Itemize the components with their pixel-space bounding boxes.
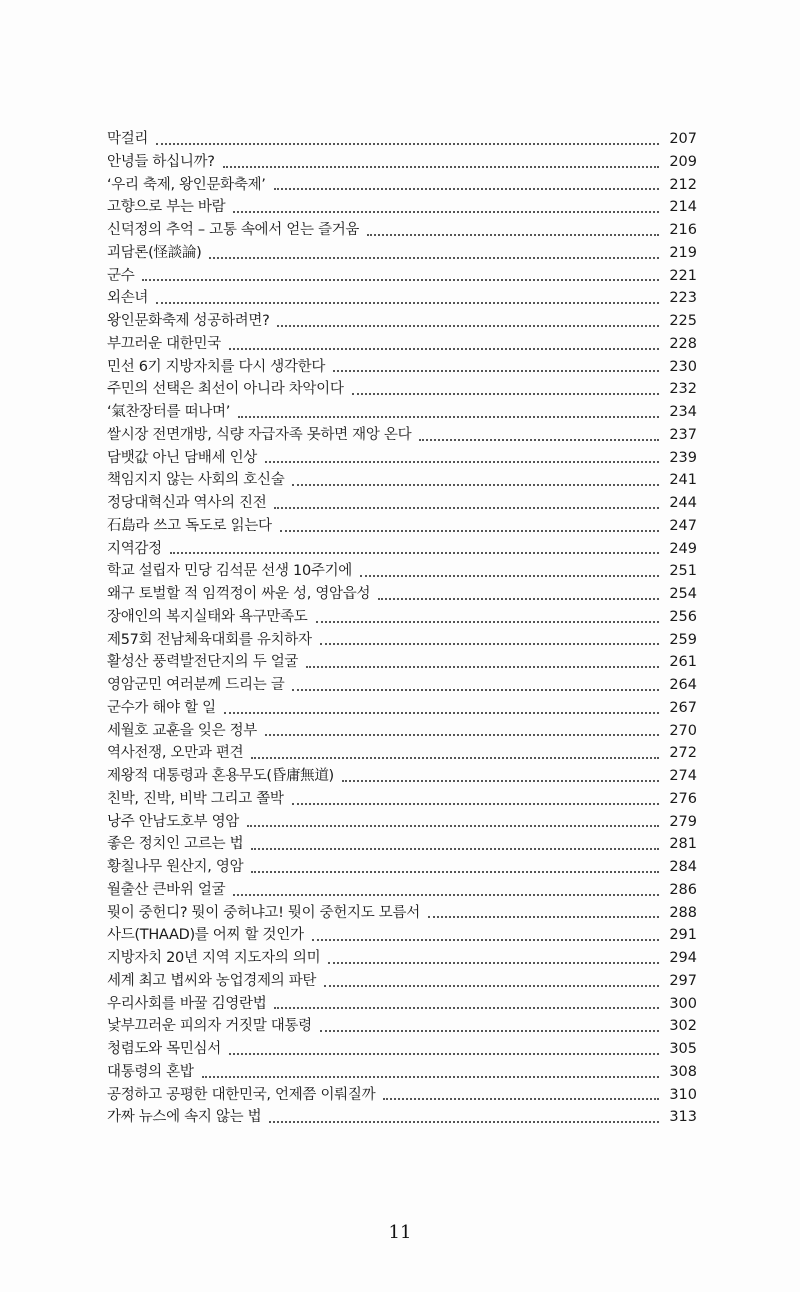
toc-entry [107,924,697,947]
toc-entry [107,742,697,765]
toc-entry [107,1106,697,1129]
toc-entry-page: 272 [669,745,697,762]
toc-entry-title: 정당대혁신과 역사의 진전 [107,495,267,511]
toc-entry [107,1015,697,1038]
toc-entry-page: 225 [669,313,697,329]
toc-entry-page: 297 [669,972,697,989]
toc-entry [107,583,697,606]
toc-entry-title: 장애인의 복지실태와 욕구만족도 [107,608,308,625]
toc-entry-page: 281 [669,836,697,853]
toc-entry [107,651,697,674]
toc-entry-page: 223 [669,290,697,307]
toc-entry-title: 담뱃값 아닌 담배세 인상 [107,449,257,466]
toc-entry-page: 284 [669,859,697,875]
toc-entry-page: 308 [669,1063,697,1080]
toc-entry-page: 279 [669,813,697,830]
toc-entry [107,811,697,834]
toc-entry [107,356,697,379]
toc-leader-dots [360,574,659,577]
toc-leader-dots [320,1029,659,1032]
toc-entry-title: 왕인문화축제 성공하려면? [107,313,270,329]
toc-leader-dots [292,802,659,805]
toc-leader-dots [274,1006,659,1009]
toc-entry-title: 우리사회를 바꿀 김영란법 [107,995,267,1012]
toc-entry-page: 300 [669,995,697,1012]
toc-entry-title: 친박, 진박, 비박 그리고 쫄박 [107,790,284,807]
toc-leader-dots [274,187,659,190]
toc-entry-page: 219 [669,244,697,261]
toc-entry-title: 대통령의 혼밥 [107,1063,194,1080]
toc-leader-dots [233,210,659,213]
toc-entry-title: 신덕정의 추억 – 고통 속에서 얻는 즐거움 [107,222,360,238]
toc-entry [107,219,697,242]
toc-entry [107,947,697,970]
toc-leader-dots [238,415,659,418]
toc-entry-page: 230 [669,358,697,375]
toc-entry-title: ‘氣찬장터를 떠나며’ [107,404,231,420]
toc-entry-title: 청렴도와 목민심서 [107,1041,221,1057]
toc-entry-page: 234 [669,404,697,420]
toc-leader-dots [352,392,659,395]
toc-leader-dots [269,1120,659,1123]
toc-entry-page: 209 [669,153,697,170]
toc-entry-title: 외손녀 [107,290,149,307]
toc-leader-dots [333,369,659,372]
toc-entry [107,1038,697,1061]
toc-entry-page: 267 [669,699,697,716]
toc-leader-dots [251,847,659,850]
toc-entry [107,674,697,697]
toc-entry-page: 249 [669,540,697,557]
toc-entry-title: 제57회 전남체육대회를 유치하자 [107,631,312,648]
toc-entry-title: 石島라 쓰고 독도로 읽는다 [107,517,272,534]
toc-entry-title: 주민의 선택은 최선이 아니라 차악이다 [107,381,344,398]
toc-leader-dots [306,665,659,668]
toc-entry [107,310,697,333]
toc-entry-page: 286 [669,881,697,898]
toc-entry-title: 지역감정 [107,540,162,557]
toc-leader-dots [224,711,659,714]
toc-entry-title: 영암군민 여러분께 드리는 글 [107,677,285,693]
toc-entry [107,196,697,219]
toc-entry-title: 공정하고 공평한 대한민국, 언제쯤 이뤄질까 [107,1086,376,1103]
toc-entry [107,401,697,424]
toc-entry [107,629,697,652]
toc-entry-title: 고향으로 부는 바람 [107,199,226,216]
toc-leader-dots [202,1075,659,1078]
toc-entry-title: 좋은 정치인 고르는 법 [107,836,244,853]
toc-entry [107,993,697,1016]
toc-entry [107,333,697,356]
toc-entry-title: 안녕들 하십니까? [107,153,215,170]
toc-leader-dots [274,506,659,509]
toc-entry-page: 232 [669,381,697,398]
toc-entry-page: 228 [669,335,697,352]
toc-entry-page: 247 [669,517,697,534]
toc-leader-dots [170,551,659,554]
toc-entry-title: 괴담론(怪談論) [107,244,202,261]
toc-entry-page: 239 [669,449,697,466]
toc-leader-dots [223,165,659,168]
toc-entry-page: 270 [669,722,697,739]
toc-entry-title: 세계 최고 볍씨와 농업경제의 파탄 [107,972,317,989]
toc-entry-title: 민선 6기 지방자치를 다시 생각한다 [107,358,326,375]
toc-entry [107,447,697,470]
toc-leader-dots [316,620,659,623]
toc-entry-title: 막걸리 [107,131,149,147]
toc-entry-page: 214 [669,199,697,216]
toc-entry-page: 251 [669,563,697,580]
toc-entry-title: 뭣이 중헌디? 뭣이 중허냐고! 뭣이 중헌지도 모름서 [107,904,420,921]
toc-leader-dots [233,893,659,896]
toc-entry [107,856,697,879]
toc-leader-dots [156,142,659,145]
toc-leader-dots [320,642,659,645]
toc-leader-dots [209,256,659,259]
toc-entry [107,720,697,743]
toc-entry-page: 256 [669,608,697,625]
toc-entry [107,174,697,197]
toc-entry [107,879,697,902]
toc-leader-dots [312,938,659,941]
toc-leader-dots [367,233,659,236]
toc-entry-title: 왜구 토벌할 적 임꺽정이 싸운 성, 영암읍성 [107,586,371,602]
toc-entry-page: 212 [669,176,697,193]
toc-entry-title: 쌀시장 전면개방, 식량 자급자족 못하면 재앙 온다 [107,426,412,443]
toc-entry-title: 사드(THAAD)를 어찌 할 것인가 [107,927,304,944]
toc-entry-title: 세월호 교훈을 잊은 정부 [107,722,257,739]
toc-entry [107,424,697,447]
toc-entry-page: 264 [669,677,697,693]
toc-leader-dots [229,347,659,350]
toc-entry-title: 낯부끄러운 피의자 거짓말 대통령 [107,1018,312,1035]
toc-entry [107,697,697,720]
toc-entry [107,242,697,265]
toc-leader-dots [292,688,659,691]
toc-entry-title: 황칠나무 원산지, 영암 [107,859,244,875]
toc-entry [107,492,697,515]
toc-leader-dots [428,915,659,918]
toc-entry-page: 274 [669,768,697,784]
toc-entry [107,515,697,538]
toc-leader-dots [142,278,659,281]
toc-entry-page: 237 [669,426,697,443]
toc-entry [107,970,697,993]
toc-entry [107,765,697,788]
toc-entry [107,788,697,811]
toc-entry [107,287,697,310]
toc-entry-page: 276 [669,790,697,807]
toc-entry-page: 244 [669,495,697,511]
page-number: 11 [388,1222,412,1243]
toc-leader-dots [251,756,659,759]
toc-entry-title: ‘우리 축제, 왕인문화축제’ [107,176,266,193]
toc-entry [107,606,697,629]
toc-entry-page: 254 [669,586,697,602]
toc-leader-dots [247,824,659,827]
toc-leader-dots [265,733,659,736]
toc-entry [107,265,697,288]
toc-entry [107,833,697,856]
toc-entry-page: 259 [669,631,697,648]
toc-leader-dots [342,779,659,782]
toc-entry-page: 261 [669,654,697,671]
toc-entry-title: 책임지지 않는 사회의 호신술 [107,472,285,489]
toc-entry-page: 310 [669,1086,697,1103]
toc-leader-dots [280,529,659,532]
toc-entry-title: 군수 [107,267,135,284]
toc-entry [107,469,697,492]
toc-entry-page: 216 [669,222,697,238]
toc-entry [107,128,697,151]
toc-entry-title: 지방자치 20년 지역 지도자의 의미 [107,950,321,966]
toc-leader-dots [419,438,659,441]
toc-entry-title: 가짜 뉴스에 속지 않는 법 [107,1109,262,1126]
toc-entry [107,560,697,583]
toc-entry-page: 207 [669,131,697,147]
toc-entry-page: 221 [669,267,697,284]
toc-entry [107,902,697,925]
toc-entry [107,1061,697,1084]
table-of-contents [107,128,697,1129]
toc-leader-dots [156,301,659,304]
toc-entry-page: 313 [669,1109,697,1126]
toc-entry-page: 288 [669,904,697,921]
toc-entry [107,151,697,174]
toc-entry-page: 302 [669,1018,697,1035]
toc-entry-title: 활성산 풍력발전단지의 두 얼굴 [107,654,299,671]
toc-leader-dots [251,870,659,873]
toc-entry-title: 군수가 해야 할 일 [107,699,216,716]
toc-entry [107,1084,697,1107]
toc-entry-page: 241 [669,472,697,489]
toc-entry-title: 월출산 큰바위 얼굴 [107,881,226,898]
toc-leader-dots [265,460,659,463]
toc-entry-title: 제왕적 대통령과 혼용무도(昏庸無道) [107,768,334,784]
toc-entry [107,378,697,401]
toc-leader-dots [229,1052,659,1055]
toc-leader-dots [277,324,659,327]
toc-entry [107,538,697,561]
toc-entry-title: 학교 설립자 민당 김석문 선생 10주기에 [107,563,353,580]
toc-entry-title: 부끄러운 대한민국 [107,335,221,352]
toc-leader-dots [324,984,659,987]
toc-entry-page: 305 [669,1041,697,1057]
toc-entry-title: 역사전쟁, 오만과 편견 [107,745,244,762]
toc-leader-dots [328,961,659,964]
toc-entry-page: 291 [669,927,697,944]
toc-entry-page: 294 [669,950,697,966]
toc-leader-dots [383,1097,659,1100]
toc-leader-dots [378,597,659,600]
toc-entry-title: 낭주 안남도호부 영암 [107,813,239,830]
toc-leader-dots [292,483,659,486]
